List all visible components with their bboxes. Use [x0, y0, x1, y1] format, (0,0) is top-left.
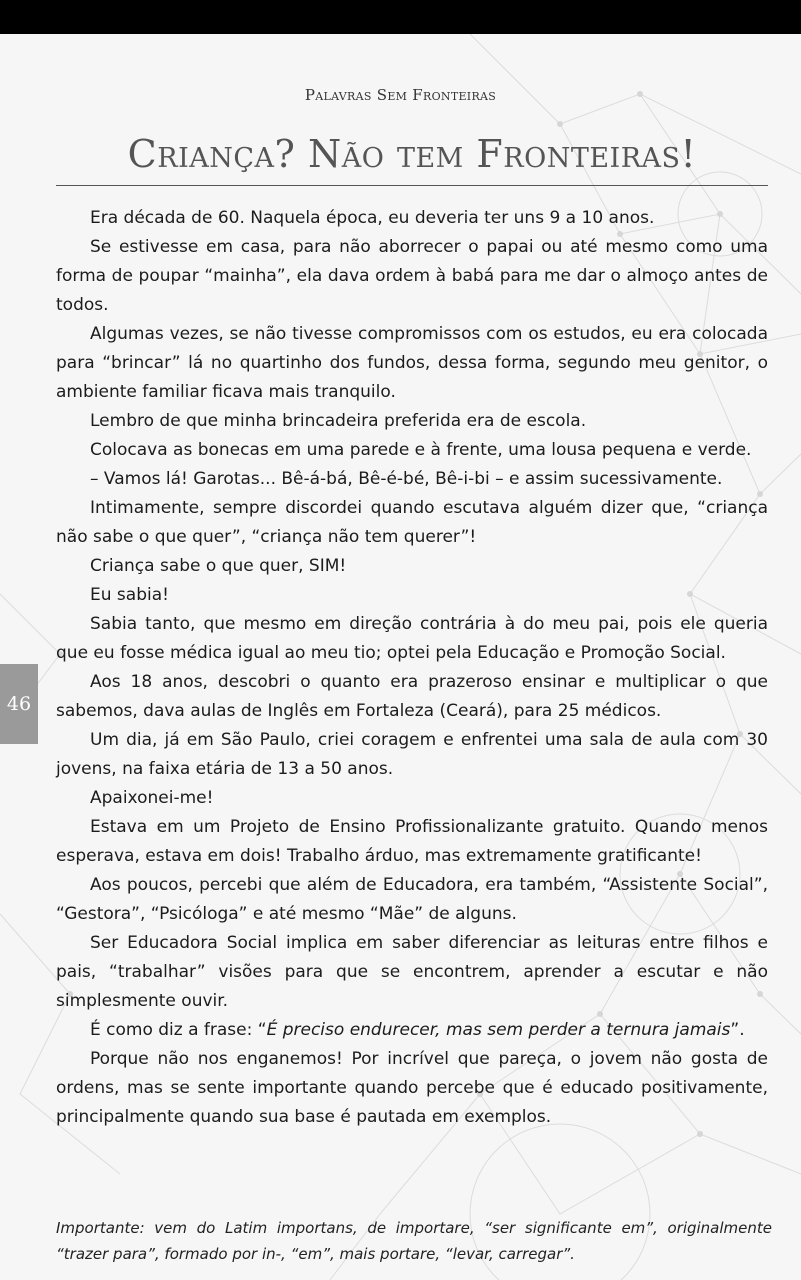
- paragraph: Estava em um Projeto de Ensino Profissionalizante gratuito. Quando menos esperava, estava em dois! Trabalho árduo, mas extremamente gratificante!: [56, 817, 768, 866]
- footnote: Importante: vem do Latim importans, de importare, “ser significante em”, originalmente “trazer para”, formado por in-, “em”, mais portare, “levar, carregar”.: [56, 1219, 772, 1263]
- paragraph: – Vamos lá! Garotas... Bê-á-bá, Bê-é-bé, Bê-i-bi – e assim sucessivamente.: [90, 469, 723, 489]
- paragraph: Um dia, já em São Paulo, criei coragem e enfrentei uma sala de aula com 30 jovens, na faixa etária de 13 a 50 anos.: [56, 730, 768, 779]
- paragraph: Se estivesse em casa, para não aborrecer o papai ou até mesmo como uma forma de poupar “mainha”, ela dava ordem à babá para me dar o almoço antes de todos.: [56, 237, 768, 315]
- paragraph: Porque não nos enganemos! Por incrível que pareça, o jovem não gosta de ordens, mas se sente importante quando percebe que é educado positivamente, principalmente quando sua base é pautada em exemplos.: [56, 1049, 768, 1127]
- paragraph: Eu sabia!: [90, 585, 169, 605]
- paragraph: Algumas vezes, se não tivesse compromissos com os estudos, eu era colocada para “brincar” lá no quartinho dos fundos, dessa forma, segundo meu genitor, o ambiente familiar ficava mais tranquilo.: [56, 324, 768, 402]
- page-number: 46: [0, 664, 38, 744]
- quote-paragraph: [56, 1016, 768, 1045]
- book-page: [0, 34, 801, 1280]
- top-black-bar: [0, 0, 801, 34]
- body-text: [56, 204, 768, 1132]
- title-underline: [56, 185, 768, 186]
- paragraph: Intimamente, sempre discordei quando escutava alguém dizer que, “criança não sabe o que quer”, “criança não tem querer”!: [56, 498, 768, 547]
- quote-text: É preciso endurecer, mas sem perder a ternura jamais: [266, 1020, 731, 1040]
- paragraph: Sabia tanto, que mesmo em direção contrária à do meu pai, pois ele queria que eu fosse médica igual ao meu tio; optei pela Educação e Promoção Social.: [56, 614, 768, 663]
- quote-close: ”.: [730, 1020, 745, 1040]
- chapter-title: Criança? Não tem Fronteiras!: [127, 132, 697, 176]
- running-header: Palavras Sem Fronteiras: [304, 86, 497, 104]
- paragraph: Aos poucos, percebi que além de Educadora, era também, “Assistente Social”, “Gestora”, “Psicóloga” e até mesmo “Mãe” de alguns.: [56, 875, 768, 924]
- paragraph: Colocava as bonecas em uma parede e à frente, uma lousa pequena e verde.: [90, 440, 752, 460]
- quote-lead-in: É como diz a frase: “: [90, 1020, 267, 1040]
- paragraph: Criança sabe o que quer, SIM!: [90, 556, 347, 576]
- paragraph: Apaixonei-me!: [90, 788, 214, 808]
- paragraph: Aos 18 anos, descobri o quanto era prazeroso ensinar e multiplicar o que sabemos, dava aulas de Inglês em Fortaleza (Ceará), para 25 médicos.: [56, 672, 768, 721]
- paragraph: Era década de 60. Naquela época, eu deveria ter uns 9 a 10 anos.: [90, 208, 655, 228]
- paragraph: Ser Educadora Social implica em saber diferenciar as leituras entre filhos e pais, “trabalhar” visões para que se encontrem, aprender a escutar e não simplesmente ouvir.: [56, 933, 768, 1011]
- paragraph: Lembro de que minha brincadeira preferida era de escola.: [90, 411, 587, 431]
